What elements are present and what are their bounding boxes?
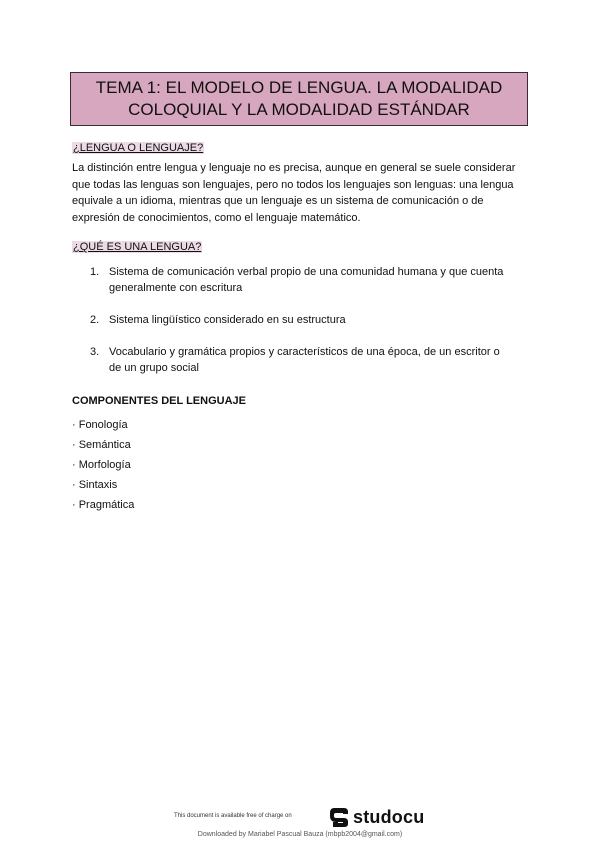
list-number: 2. bbox=[90, 314, 100, 326]
list-item: · Pragmática bbox=[72, 499, 135, 511]
list-item: · Semántica bbox=[72, 439, 131, 451]
list-number: 1. bbox=[90, 266, 100, 278]
section-heading-lengua-lenguaje: ¿LENGUA O LENGUAJE? bbox=[73, 142, 204, 154]
list-item: · Fonología bbox=[72, 419, 128, 431]
list-item-text: Sistema de comunicación verbal propio de una comunidad humana y que cuenta generalmente con escritura bbox=[109, 266, 504, 294]
list-item bbox=[72, 312, 512, 328]
studocu-logo-text: studocu bbox=[353, 806, 425, 827]
section-heading-componentes: COMPONENTES DEL LENGUAJE bbox=[72, 395, 246, 407]
list-item: · Morfología bbox=[72, 459, 131, 471]
list-item-text: Sistema lingüístico considerado en su estructura bbox=[109, 314, 346, 326]
footer-downloaded-by: Downloaded by Mariabel Pascual Bauza (mbpb2004@gmail.com) bbox=[197, 831, 403, 838]
list-item-text: Vocabulario y gramática propios y característicos de una época, de un escritor o de un grupo social bbox=[109, 346, 500, 374]
list-item: · Sintaxis bbox=[72, 479, 118, 491]
title-line-1: TEMA 1: EL MODELO DE LENGUA. LA MODALIDAD bbox=[95, 78, 503, 97]
footer-notice: This document is available free of charge on bbox=[174, 813, 292, 819]
studocu-logo-icon bbox=[330, 805, 350, 829]
list-number: 3. bbox=[90, 346, 100, 358]
document-title-box bbox=[70, 72, 528, 126]
title-line-2: COLOQUIAL Y LA MODALIDAD ESTÁNDAR bbox=[128, 100, 470, 119]
components-list bbox=[72, 415, 134, 515]
definition-list bbox=[72, 264, 512, 392]
list-item bbox=[72, 344, 512, 376]
section-paragraph-lengua-lenguaje: La distinción entre lengua y lenguaje no es precisa, aunque en general se suele considerar que todas las lenguas son lenguajes, pero no todos los lenguajes son lenguas: una lengua equivale a un idioma, mientras que un lenguaje es un sistema de comunicación o de expresión de conocimientos, como el lenguaje matemático. bbox=[72, 162, 516, 224]
section-heading-que-es-lengua: ¿QUÉ ES UNA LENGUA? bbox=[73, 241, 202, 253]
studocu-logo[interactable] bbox=[330, 804, 424, 830]
list-item bbox=[72, 264, 512, 296]
